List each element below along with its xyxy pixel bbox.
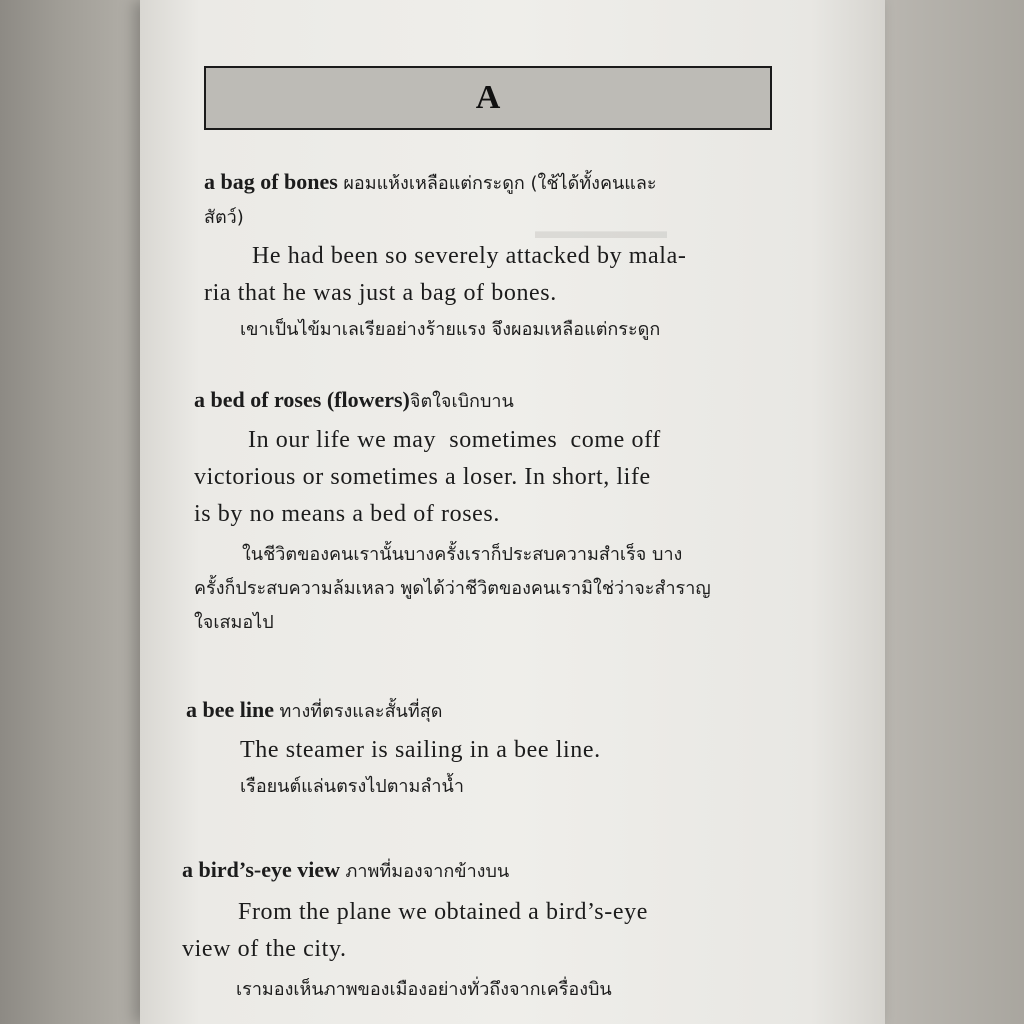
entry-definition: ทางที่ตรงและสั้นที่สุด	[279, 701, 443, 722]
example-en-line: In our life we may sometimes come off	[248, 427, 661, 453]
show-through-text: ▬▬▬▬▬▬	[535, 218, 667, 243]
example-th-line: เรือยนต์แล่นตรงไปตามลำน้ำ	[240, 776, 464, 797]
entry-term: a bag of bones	[204, 169, 338, 194]
entry-definition: ผอมแห้งเหลือแต่กระดูก (ใช้ได้ทั้งคนและ	[343, 173, 657, 194]
example-en-line: victorious or sometimes a loser. In short, life	[194, 464, 651, 490]
entry-heading	[186, 694, 806, 728]
book-page	[140, 0, 885, 1024]
example-en-line: From the plane we obtained a bird’s-eye	[238, 899, 648, 925]
example-en-line: He had been so severely attacked by mala-	[252, 243, 687, 269]
example-en-line: ria that he was just a bag of bones.	[204, 280, 557, 306]
entry-definition: ภาพที่มองจากข้างบน	[345, 861, 510, 882]
entry-birds-eye-view	[182, 854, 812, 1006]
entry-bag-of-bones	[204, 166, 804, 346]
example-th-line: ครั้งก็ประสบความล้มเหลว พูดได้ว่าชีวิตของคนเรามิใช่ว่าจะสำราญ	[194, 578, 711, 599]
example-en-line: view of the city.	[182, 936, 347, 962]
entry-heading	[194, 384, 804, 418]
entry-definition: จิตใจเบิกบาน	[409, 391, 514, 412]
entry-term: a bird’s-eye view	[182, 857, 341, 882]
example-en-line: The steamer is sailing in a bee line.	[240, 737, 601, 763]
section-header	[204, 66, 772, 130]
entry-heading	[204, 166, 804, 200]
example-th-line: ในชีวิตของคนเรานั้นบางครั้งเราก็ประสบความสำเร็จ บาง	[242, 544, 683, 565]
example-en-line: is by no means a bed of roses.	[194, 501, 500, 527]
entry-term: a bed of roses (flowers)	[194, 387, 410, 412]
entry-bee-line	[186, 694, 806, 803]
entry-bed-of-roses	[194, 384, 804, 639]
entry-heading	[182, 854, 812, 888]
entry-definition-cont: สัตว์)	[204, 207, 244, 228]
section-letter: A	[475, 79, 501, 116]
example-th-line: เขาเป็นไข้มาเลเรียอย่างร้ายแรง จึงผอมเหลือแต่กระดูก	[240, 319, 661, 340]
example-th-line: ใจเสมอไป	[194, 612, 274, 633]
entry-term: a bee line	[186, 697, 274, 722]
background-surface	[885, 0, 1024, 1024]
example-th-line: เรามองเห็นภาพของเมืองอย่างทั่วถึงจากเครื่องบิน	[236, 979, 612, 1000]
